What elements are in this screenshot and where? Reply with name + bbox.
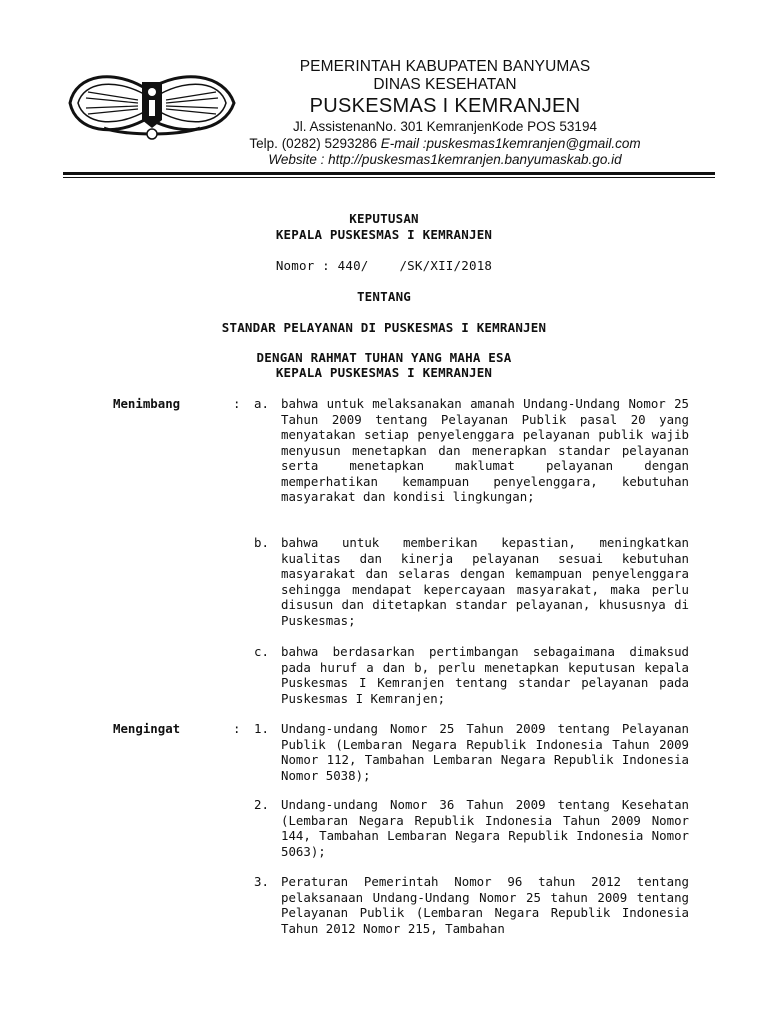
decree-about-label: TENTANG [356, 289, 412, 304]
letterhead-government: PEMERINTAH KABUPATEN BANYUMAS [299, 58, 591, 75]
item-text: Undang-undang Nomor 36 Tahun 2009 tentang Kesehatan (Lembaran Negara Republik Indonesia Tahun 2009 Nomor 144, Tambahan Lembaran Negara Republik Indonesia Nomor 5063); [281, 797, 689, 859]
item-marker: a. [254, 396, 269, 411]
letterhead [200, 58, 690, 169]
menimbang-colon: : [233, 396, 241, 411]
menimbang-label: Menimbang [113, 396, 181, 411]
item-text: Peraturan Pemerintah Nomor 96 tahun 2012 tentang pelaksanaan Undang-Undang Nomor 25 tahun 2009 tentang Pelayanan Publik (Lembaran Negara Republik Indonesia Tahun 2012 Nomor 215, Tambahan [281, 874, 689, 936]
item-marker: 2. [254, 797, 269, 812]
item-marker: 3. [254, 874, 269, 889]
letterhead-website: Website : http://puskesmas1kemranjen.banyumaskab.go.id [268, 152, 622, 167]
item-text: Undang-undang Nomor 25 Tahun 2009 tentang Pelayanan Publik (Lembaran Negara Republik Indonesia Tahun 2009 Nomor 112, Tambahan Lembaran Negara Republik Indonesia Nomor 5038); [281, 721, 689, 783]
item-marker: c. [254, 644, 269, 659]
letterhead-address: Jl. AssistenanNo. 301 KemranjenKode POS 53194 [293, 119, 597, 134]
item-text: bahwa untuk memberikan kepastian, meningkatkan kualitas dan kinerja pelayanan sesuai kebutuhan masyarakat dan selaras dengan kemampuan penyelenggara sehingga mendapat kepercayaan masyarakat, maka perlu disusun dan ditetapkan standar pelayanan, khususnya di Puskesmas; [281, 535, 689, 628]
letterhead-institution: PUSKESMAS I KEMRANJEN [309, 95, 581, 117]
letterhead-divider-thick [63, 172, 715, 175]
letterhead-email: E-mail :puskesmas1kemranjen@gmail.com [380, 135, 641, 151]
mengingat-label: Mengingat [113, 721, 181, 736]
decree-title: KEPUTUSAN [349, 211, 419, 226]
mengingat-colon: : [233, 721, 241, 736]
letterhead-department: DINAS KESEHATAN [373, 76, 517, 93]
item-marker: b. [254, 535, 269, 550]
decree-number: Nomor : 440/ /SK/XII/2018 [275, 258, 493, 273]
decree-issuer-repeat: KEPALA PUSKESMAS I KEMRANJEN [275, 365, 493, 380]
decree-invocation: DENGAN RAHMAT TUHAN YANG MAHA ESA [256, 350, 512, 365]
letterhead-phone: Telp. (0282) 5293286 [249, 135, 381, 151]
item-text: bahwa untuk melaksanakan amanah Undang-Undang Nomor 25 Tahun 2009 tentang Pelayanan Publik pasal 20 yang menyatakan setiap penyelenggara pelayanan publik wajib menyusun menetapkan dan menerapkan standar pelayanan serta menetapkan maklumat pelayanan dengan memperhatikan kemampuan penyelenggara, kebutuhan masyarakat dan kondisi lingkungan; [281, 396, 689, 504]
decree-subject: STANDAR PELAYANAN DI PUSKESMAS I KEMRANJEN [221, 320, 547, 335]
item-text: bahwa berdasarkan pertimbangan sebagaimana dimaksud pada huruf a dan b, perlu menetapkan keputusan kepala Puskesmas I Kemranjen tentang standar pelayanan pada Puskesmas I Kemranjen; [281, 644, 689, 706]
letterhead-divider-thin [63, 177, 715, 178]
item-marker: 1. [254, 721, 269, 736]
letterhead-contact [200, 136, 690, 153]
decree-issuer: KEPALA PUSKESMAS I KEMRANJEN [275, 227, 493, 242]
